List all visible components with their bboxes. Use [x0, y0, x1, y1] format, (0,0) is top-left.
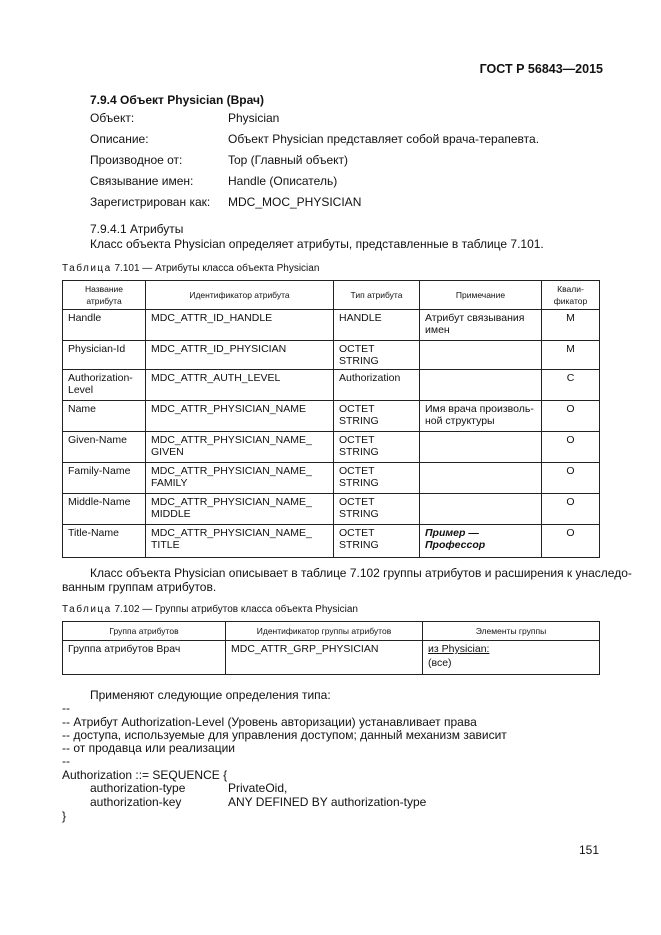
defs-intro: Применяют следующие определения типа:: [90, 688, 331, 702]
cell-note: Атрибут связывания имен: [420, 310, 542, 341]
cell-id: MDC_ATTR_PHYSICIAN_NAME_ TITLE: [146, 525, 334, 558]
caption-label: Таблица: [62, 263, 112, 274]
code-line: --: [62, 701, 70, 715]
elements-link[interactable]: из Physician:: [428, 643, 490, 655]
cell-type: OCTET STRING: [334, 401, 420, 432]
cell-id: MDC_ATTR_PHYSICIAN_NAME_ MIDDLE: [146, 494, 334, 525]
table-row: [63, 432, 600, 463]
cell-type: OCTET STRING: [334, 432, 420, 463]
cell-name: Middle-Name: [63, 494, 146, 525]
col-header-group: Группа атрибутов: [63, 622, 226, 641]
cell-qualifier: O: [542, 525, 600, 558]
cell-type: HANDLE: [334, 310, 420, 341]
meta-key: Связывание имен:: [90, 174, 194, 188]
table-row: [63, 310, 600, 341]
table2-caption: [62, 604, 358, 615]
cell-type: OCTET STRING: [334, 494, 420, 525]
cell-id: MDC_ATTR_PHYSICIAN_NAME_ FAMILY: [146, 463, 334, 494]
cell-qualifier: O: [542, 432, 600, 463]
cell-type: OCTET STRING: [334, 341, 420, 370]
col-header-type: Тип атрибута: [334, 281, 420, 310]
attributes-table: [62, 280, 600, 558]
elements-value: (все): [428, 657, 452, 669]
code-line: -- от продавца или реализации: [62, 741, 236, 755]
meta-value: Handle (Описатель): [228, 174, 338, 188]
cell-group-id: MDC_ATTR_GRP_PHYSICIAN: [226, 641, 423, 675]
meta-key: Зарегистрирован как:: [90, 195, 211, 209]
cell-id: MDC_ATTR_ID_HANDLE: [146, 310, 334, 341]
code-field-type: ANY DEFINED BY authorization-type: [228, 795, 427, 809]
code-line: -- доступа, используемые для управления доступом; данный механизм зависит: [62, 728, 507, 742]
cell-name: Given-Name: [63, 432, 146, 463]
cell-note: [420, 370, 542, 401]
document-header: ГОСТ Р 56843—2015: [479, 62, 603, 76]
col-header-qualifier: Квали- фикатор: [542, 281, 600, 310]
table1-caption: [62, 263, 319, 274]
meta-value: Объект Physician представляет собой врача-терапевта.: [228, 132, 540, 146]
cell-qualifier: O: [542, 463, 600, 494]
code-field-type: PrivateOid,: [228, 781, 288, 795]
attribute-groups-table: [62, 621, 600, 675]
code-line: -- Атрибут Authorization-Level (Уровень авторизации) устанавливает права: [62, 715, 477, 729]
code-field-name: authorization-key: [90, 795, 182, 809]
caption-label: Таблица: [62, 604, 112, 615]
caption-text: 7.102 — Группы атрибутов класса объекта Physician: [114, 604, 358, 615]
cell-note: [420, 432, 542, 463]
cell-id: MDC_ATTR_AUTH_LEVEL: [146, 370, 334, 401]
meta-value: Physician: [228, 111, 280, 125]
cell-note: [420, 494, 542, 525]
cell-type: OCTET STRING: [334, 525, 420, 558]
cell-group: Группа атрибутов Врач: [63, 641, 226, 675]
col-header-name: Название атрибута: [63, 281, 146, 310]
cell-name: Handle: [63, 310, 146, 341]
table-header-row: [63, 281, 600, 310]
cell-id: MDC_ATTR_PHYSICIAN_NAME: [146, 401, 334, 432]
cell-note-example: Пример — Профессор: [420, 525, 542, 558]
table-row: [63, 341, 600, 370]
cell-id: MDC_ATTR_ID_PHYSICIAN: [146, 341, 334, 370]
meta-key: Производное от:: [90, 153, 183, 167]
table-row: [63, 463, 600, 494]
cell-id: MDC_ATTR_PHYSICIAN_NAME_ GIVEN: [146, 432, 334, 463]
cell-type: OCTET STRING: [334, 463, 420, 494]
subsection-text: Класс объекта Physician определяет атрибуты, представленные в таблице 7.101.: [90, 237, 544, 251]
col-header-note: Примечание: [420, 281, 542, 310]
cell-qualifier: O: [542, 494, 600, 525]
cell-qualifier: O: [542, 401, 600, 432]
meta-value: MDC_MOC_PHYSICIAN: [228, 195, 362, 209]
para2-line2: ванным группам атрибутов.: [62, 580, 217, 594]
subsection-title: 7.9.4.1 Атрибуты: [90, 222, 184, 236]
cell-note: [420, 341, 542, 370]
code-line: --: [62, 754, 70, 768]
col-header-id: Идентификатор атрибута: [146, 281, 334, 310]
cell-note: Имя врача произволь-ной структуры: [420, 401, 542, 432]
section-title: 7.9.4 Объект Physician (Врач): [90, 93, 264, 107]
table-row: [63, 370, 600, 401]
table-row: [63, 494, 600, 525]
table-row: [63, 525, 600, 558]
para2-line1: Класс объекта Physician описывает в таблице 7.102 группы атрибутов и расширения к унаследо-: [90, 566, 632, 580]
cell-type: Authorization: [334, 370, 420, 401]
page-number: 151: [578, 843, 599, 857]
cell-name: Family-Name: [63, 463, 146, 494]
col-header-group-id: Идентификатор группы атрибутов: [226, 622, 423, 641]
caption-text: 7.101 — Атрибуты класса объекта Physician: [114, 263, 320, 274]
table-header-row: [63, 622, 600, 641]
cell-name: Authorization-Level: [63, 370, 146, 401]
meta-value: Top (Главный объект): [228, 153, 349, 167]
code-close: }: [62, 809, 67, 823]
code-field-name: authorization-type: [90, 781, 186, 795]
cell-qualifier: C: [542, 370, 600, 401]
cell-name: Name: [63, 401, 146, 432]
table-row: [63, 401, 600, 432]
table-row: [63, 641, 600, 675]
cell-qualifier: M: [542, 310, 600, 341]
cell-name: Physician-Id: [63, 341, 146, 370]
meta-key: Описание:: [90, 132, 149, 146]
meta-key: Объект:: [90, 111, 135, 125]
cell-name: Title-Name: [63, 525, 146, 558]
code-line: Authorization ::= SEQUENCE {: [62, 768, 228, 782]
col-header-elements: Элементы группы: [423, 622, 600, 641]
cell-note: [420, 463, 542, 494]
cell-qualifier: M: [542, 341, 600, 370]
cell-elements: [423, 641, 600, 675]
